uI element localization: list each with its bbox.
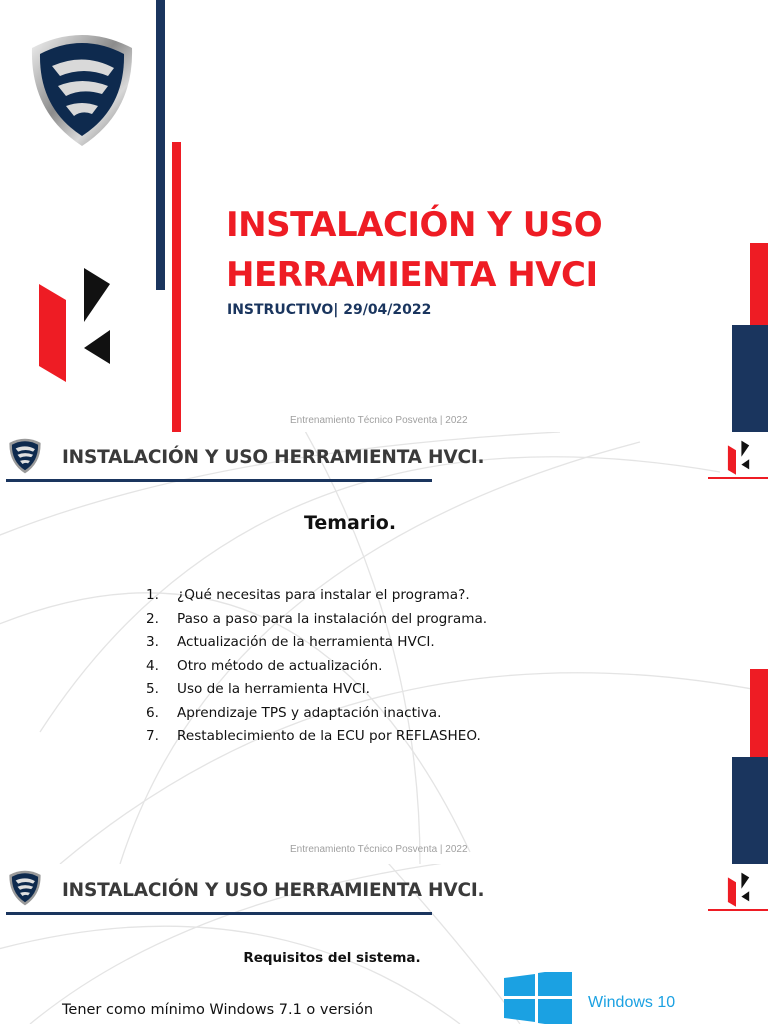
windows-logo-icon <box>504 972 572 1024</box>
slide-header-title: INSTALACIÓN Y USO HERRAMIENTA HVCI. <box>62 880 485 901</box>
shield-logo-icon <box>6 436 44 474</box>
header-red-line <box>708 477 768 479</box>
agenda-footer: Entrenamiento Técnico Posventa | 2022 <box>290 844 468 855</box>
agenda-title: Temario. <box>303 512 397 534</box>
brand-k-logo-icon <box>36 266 116 386</box>
requirements-title: Requisitos del sistema. <box>243 950 421 966</box>
header-underline <box>6 479 432 482</box>
header-red-line <box>708 909 768 911</box>
list-item: 2. Paso a paso para la instalación del programa. <box>146 610 488 627</box>
agenda-slide <box>0 432 768 864</box>
cover-slide <box>0 0 768 432</box>
cover-title-line2: HERRAMIENTA HVCI <box>226 255 598 295</box>
list-item: 3. Actualización de la herramienta HVCI. <box>146 634 435 650</box>
requirements-slide <box>0 864 768 1024</box>
navy-side-bar <box>732 325 768 432</box>
list-item: 4. Otro método de actualización. <box>146 657 383 674</box>
requirements-text: Tener como mínimo Windows 7.1 o versión <box>62 1002 374 1018</box>
brand-k-logo-icon <box>722 440 756 476</box>
agenda-list <box>146 584 487 749</box>
navy-side-bar <box>732 757 768 864</box>
shield-logo-icon <box>6 868 44 906</box>
cover-title-line1: INSTALACIÓN Y USO <box>226 205 603 245</box>
list-item: 7. Restablecimiento de la ECU por REFLASHEO. <box>146 728 481 744</box>
cover-title <box>226 200 602 300</box>
shield-logo-icon <box>22 26 142 148</box>
list-item: 6. Aprendizaje TPS y adaptación inactiva. <box>146 704 442 721</box>
list-item: 1. ¿Qué necesitas para instalar el programa?. <box>146 587 470 603</box>
brand-k-logo-icon <box>722 872 756 908</box>
windows-label: Windows 10 <box>588 994 676 1011</box>
cover-subtitle: INSTRUCTIVO| 29/04/2022 <box>227 302 432 318</box>
slide-header-title: INSTALACIÓN Y USO HERRAMIENTA HVCI. <box>62 447 485 468</box>
navy-accent-bar <box>156 0 165 290</box>
header-underline <box>6 912 432 915</box>
cover-footer: Entrenamiento Técnico Posventa | 2022 <box>290 415 468 426</box>
list-item: 5. Uso de la herramienta HVCI. <box>146 681 370 697</box>
red-accent-bar <box>172 142 181 432</box>
